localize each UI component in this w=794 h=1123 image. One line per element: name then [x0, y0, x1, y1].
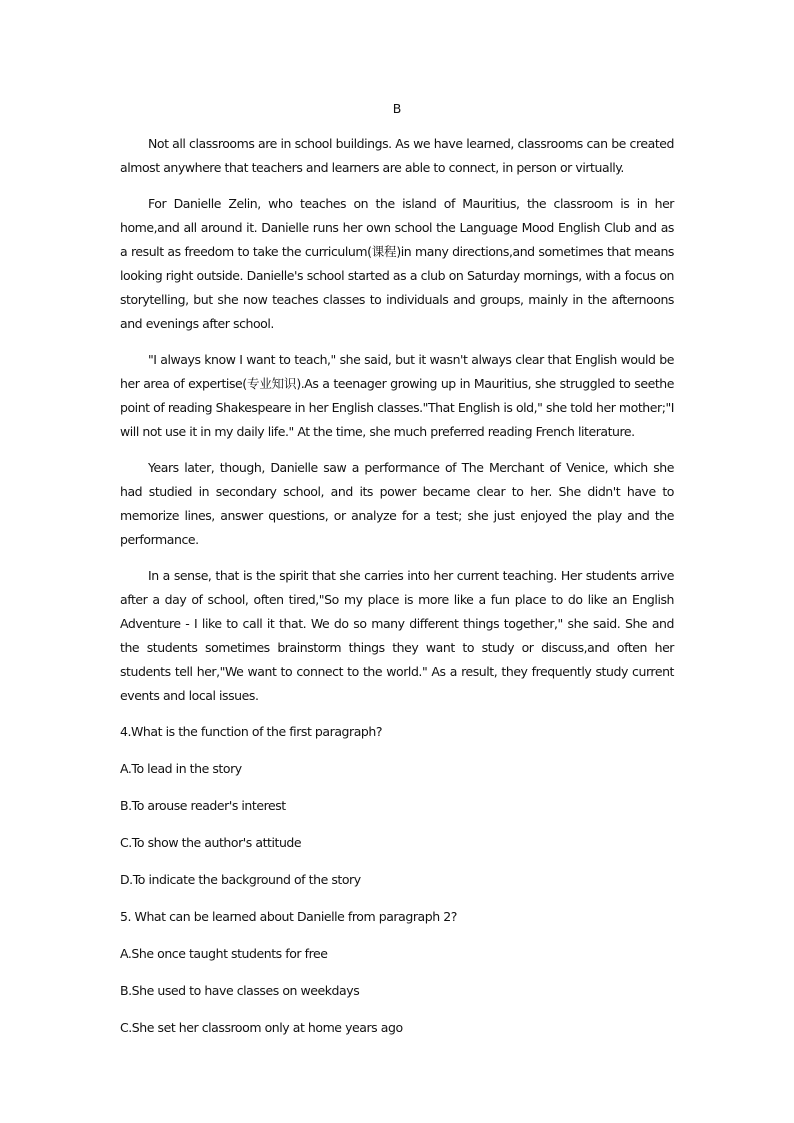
question-4	[120, 720, 674, 892]
passage-paragraph-1: Not all classrooms are in school buildings. As we have learned, classrooms can be created almost anywhere that teachers and learners are able to connect, in person or virtually.	[120, 136, 674, 175]
section-label: B	[392, 101, 402, 116]
reading-passage	[120, 132, 674, 708]
passage-paragraph-4: Years later, though, Danielle saw a performance of The Merchant of Venice, which she had studied in secondary school, and its power became clear to her. She didn't have to memorize lines, answer questions, or analyze for a test; she just enjoyed the play and the performance.	[120, 460, 674, 547]
answer-option: B.She used to have classes on weekdays	[120, 983, 360, 998]
answer-option: A.She once taught students for free	[120, 946, 328, 961]
question-stem: 4.What is the function of the first paragraph?	[120, 724, 383, 739]
answer-option: D.To indicate the background of the story	[120, 872, 361, 887]
answer-option: C.To show the author's attitude	[120, 835, 302, 850]
question-5	[120, 905, 674, 1040]
answer-option: B.To arouse reader's interest	[120, 798, 286, 813]
passage-paragraph-3: "I always know I want to teach," she said, but it wasn't always clear that English would be her area of expertise(专业知识).As a teenager growing up in Mauritius, she struggled to seethe point of reading Shakespeare in her English classes."That English is old," she told her mother;"I will not use it in my daily life." At the time, she much preferred reading French literature.	[120, 352, 674, 439]
document-content	[120, 100, 674, 1053]
answer-option: A.To lead in the story	[120, 761, 242, 776]
answer-option: C.She set her classroom only at home years ago	[120, 1020, 403, 1035]
passage-paragraph-5: In a sense, that is the spirit that she carries into her current teaching. Her students arrive after a day of school, often tired,"So my place is more like a fun place to do like an English Adventure - I like to call it that. We do so many different things together," she said. She and the students sometimes brainstorm things they want to study or discuss,and often her students tell her,"We want to connect to the world." As a result, they frequently study current events and local issues.	[120, 568, 674, 703]
question-stem: 5. What can be learned about Danielle from paragraph 2?	[120, 909, 457, 924]
question-list	[120, 720, 674, 1040]
passage-paragraph-2: For Danielle Zelin, who teaches on the island of Mauritius, the classroom is in her home,and all around it. Danielle runs her own school the Language Mood English Club and as a result as freedom to take the curriculum(课程)in many directions,and sometimes that means looking right outside. Danielle's school started as a club on Saturday mornings, with a focus on storytelling, but she now teaches classes to individuals and groups, mainly in the afternoons and evenings after school.	[120, 196, 674, 331]
